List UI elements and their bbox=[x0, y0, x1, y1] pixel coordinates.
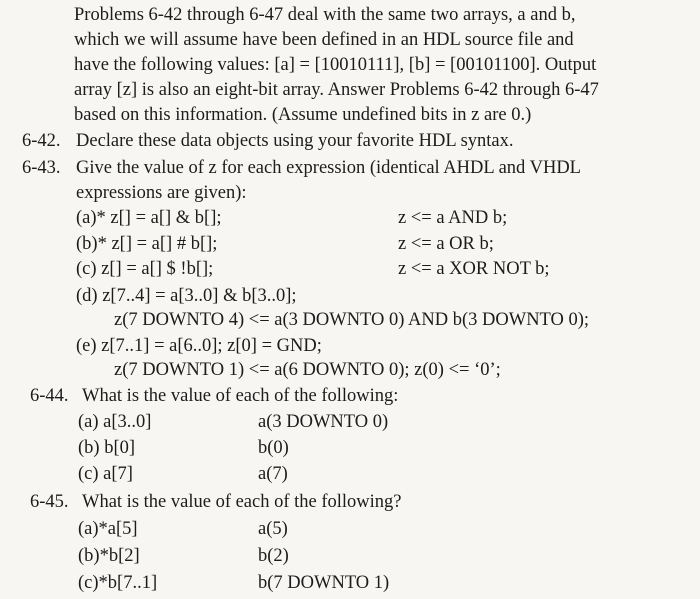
item-6-44-b-ahdl: (b) b[0] bbox=[78, 438, 136, 458]
problem-6-42-text: Declare these data objects using your favorite HDL syntax. bbox=[76, 131, 514, 151]
problem-6-43-text-2: expressions are given): bbox=[76, 183, 247, 203]
item-6-43-a-ahdl: (a)* z[] = a[] & b[]; bbox=[76, 208, 222, 228]
item-6-43-b-vhdl: z <= a OR b; bbox=[398, 234, 494, 254]
intro-line-2: which we will assume have been defined in an HDL source file and bbox=[74, 30, 574, 50]
problem-number-6-43: 6-43. bbox=[22, 158, 61, 178]
item-6-44-c-ahdl: (c) a[7] bbox=[78, 464, 133, 484]
intro-line-3: have the following values: [a] = [10010111], [b] = [00101100]. Output bbox=[74, 55, 597, 75]
problem-number-6-44: 6-44. bbox=[30, 386, 69, 406]
item-6-45-a-vhdl: a(5) bbox=[258, 519, 288, 539]
item-6-44-a-vhdl: a(3 DOWNTO 0) bbox=[258, 412, 389, 432]
item-6-45-c-vhdl: b(7 DOWNTO 1) bbox=[258, 573, 390, 593]
item-6-43-d-ahdl: (d) z[7..4] = a[3..0] & b[3..0]; bbox=[76, 286, 297, 306]
item-6-44-a-ahdl: (a) a[3..0] bbox=[78, 412, 152, 432]
problem-number-6-42: 6-42. bbox=[22, 131, 61, 151]
item-6-43-e-ahdl: (e) z[7..1] = a[6..0]; z[0] = GND; bbox=[76, 336, 322, 356]
item-6-45-c-ahdl: (c)*b[7..1] bbox=[78, 573, 158, 593]
item-6-43-c-ahdl: (c) z[] = a[] $ !b[]; bbox=[76, 259, 214, 279]
item-6-43-d-vhdl: z(7 DOWNTO 4) <= a(3 DOWNTO 0) AND b(3 DOWNTO 0); bbox=[114, 310, 590, 330]
item-6-44-b-vhdl: b(0) bbox=[258, 438, 289, 458]
item-6-43-c-vhdl: z <= a XOR NOT b; bbox=[398, 259, 550, 279]
intro-line-1: Problems 6-42 through 6-47 deal with the same two arrays, a and b, bbox=[74, 5, 576, 25]
item-6-45-a-ahdl: (a)*a[5] bbox=[78, 519, 138, 539]
item-6-45-b-ahdl: (b)*b[2] bbox=[78, 546, 140, 566]
item-6-44-c-vhdl: a(7) bbox=[258, 464, 288, 484]
item-6-43-b-ahdl: (b)* z[] = a[] # b[]; bbox=[76, 234, 218, 254]
item-6-45-b-vhdl: b(2) bbox=[258, 546, 289, 566]
problem-number-6-45: 6-45. bbox=[30, 492, 69, 512]
intro-line-4: array [z] is also an eight-bit array. Answer Problems 6-42 through 6-47 bbox=[74, 80, 599, 100]
problem-6-44-text: What is the value of each of the following: bbox=[82, 386, 399, 406]
intro-line-5: based on this information. (Assume undefined bits in z are 0.) bbox=[74, 105, 532, 125]
item-6-43-e-vhdl: z(7 DOWNTO 1) <= a(6 DOWNTO 0); z(0) <= ‘0’; bbox=[114, 360, 501, 380]
problem-6-43-text-1: Give the value of z for each expression (identical AHDL and VHDL bbox=[76, 158, 581, 178]
problem-6-45-text: What is the value of each of the following? bbox=[82, 492, 402, 512]
item-6-43-a-vhdl: z <= a AND b; bbox=[398, 208, 508, 228]
